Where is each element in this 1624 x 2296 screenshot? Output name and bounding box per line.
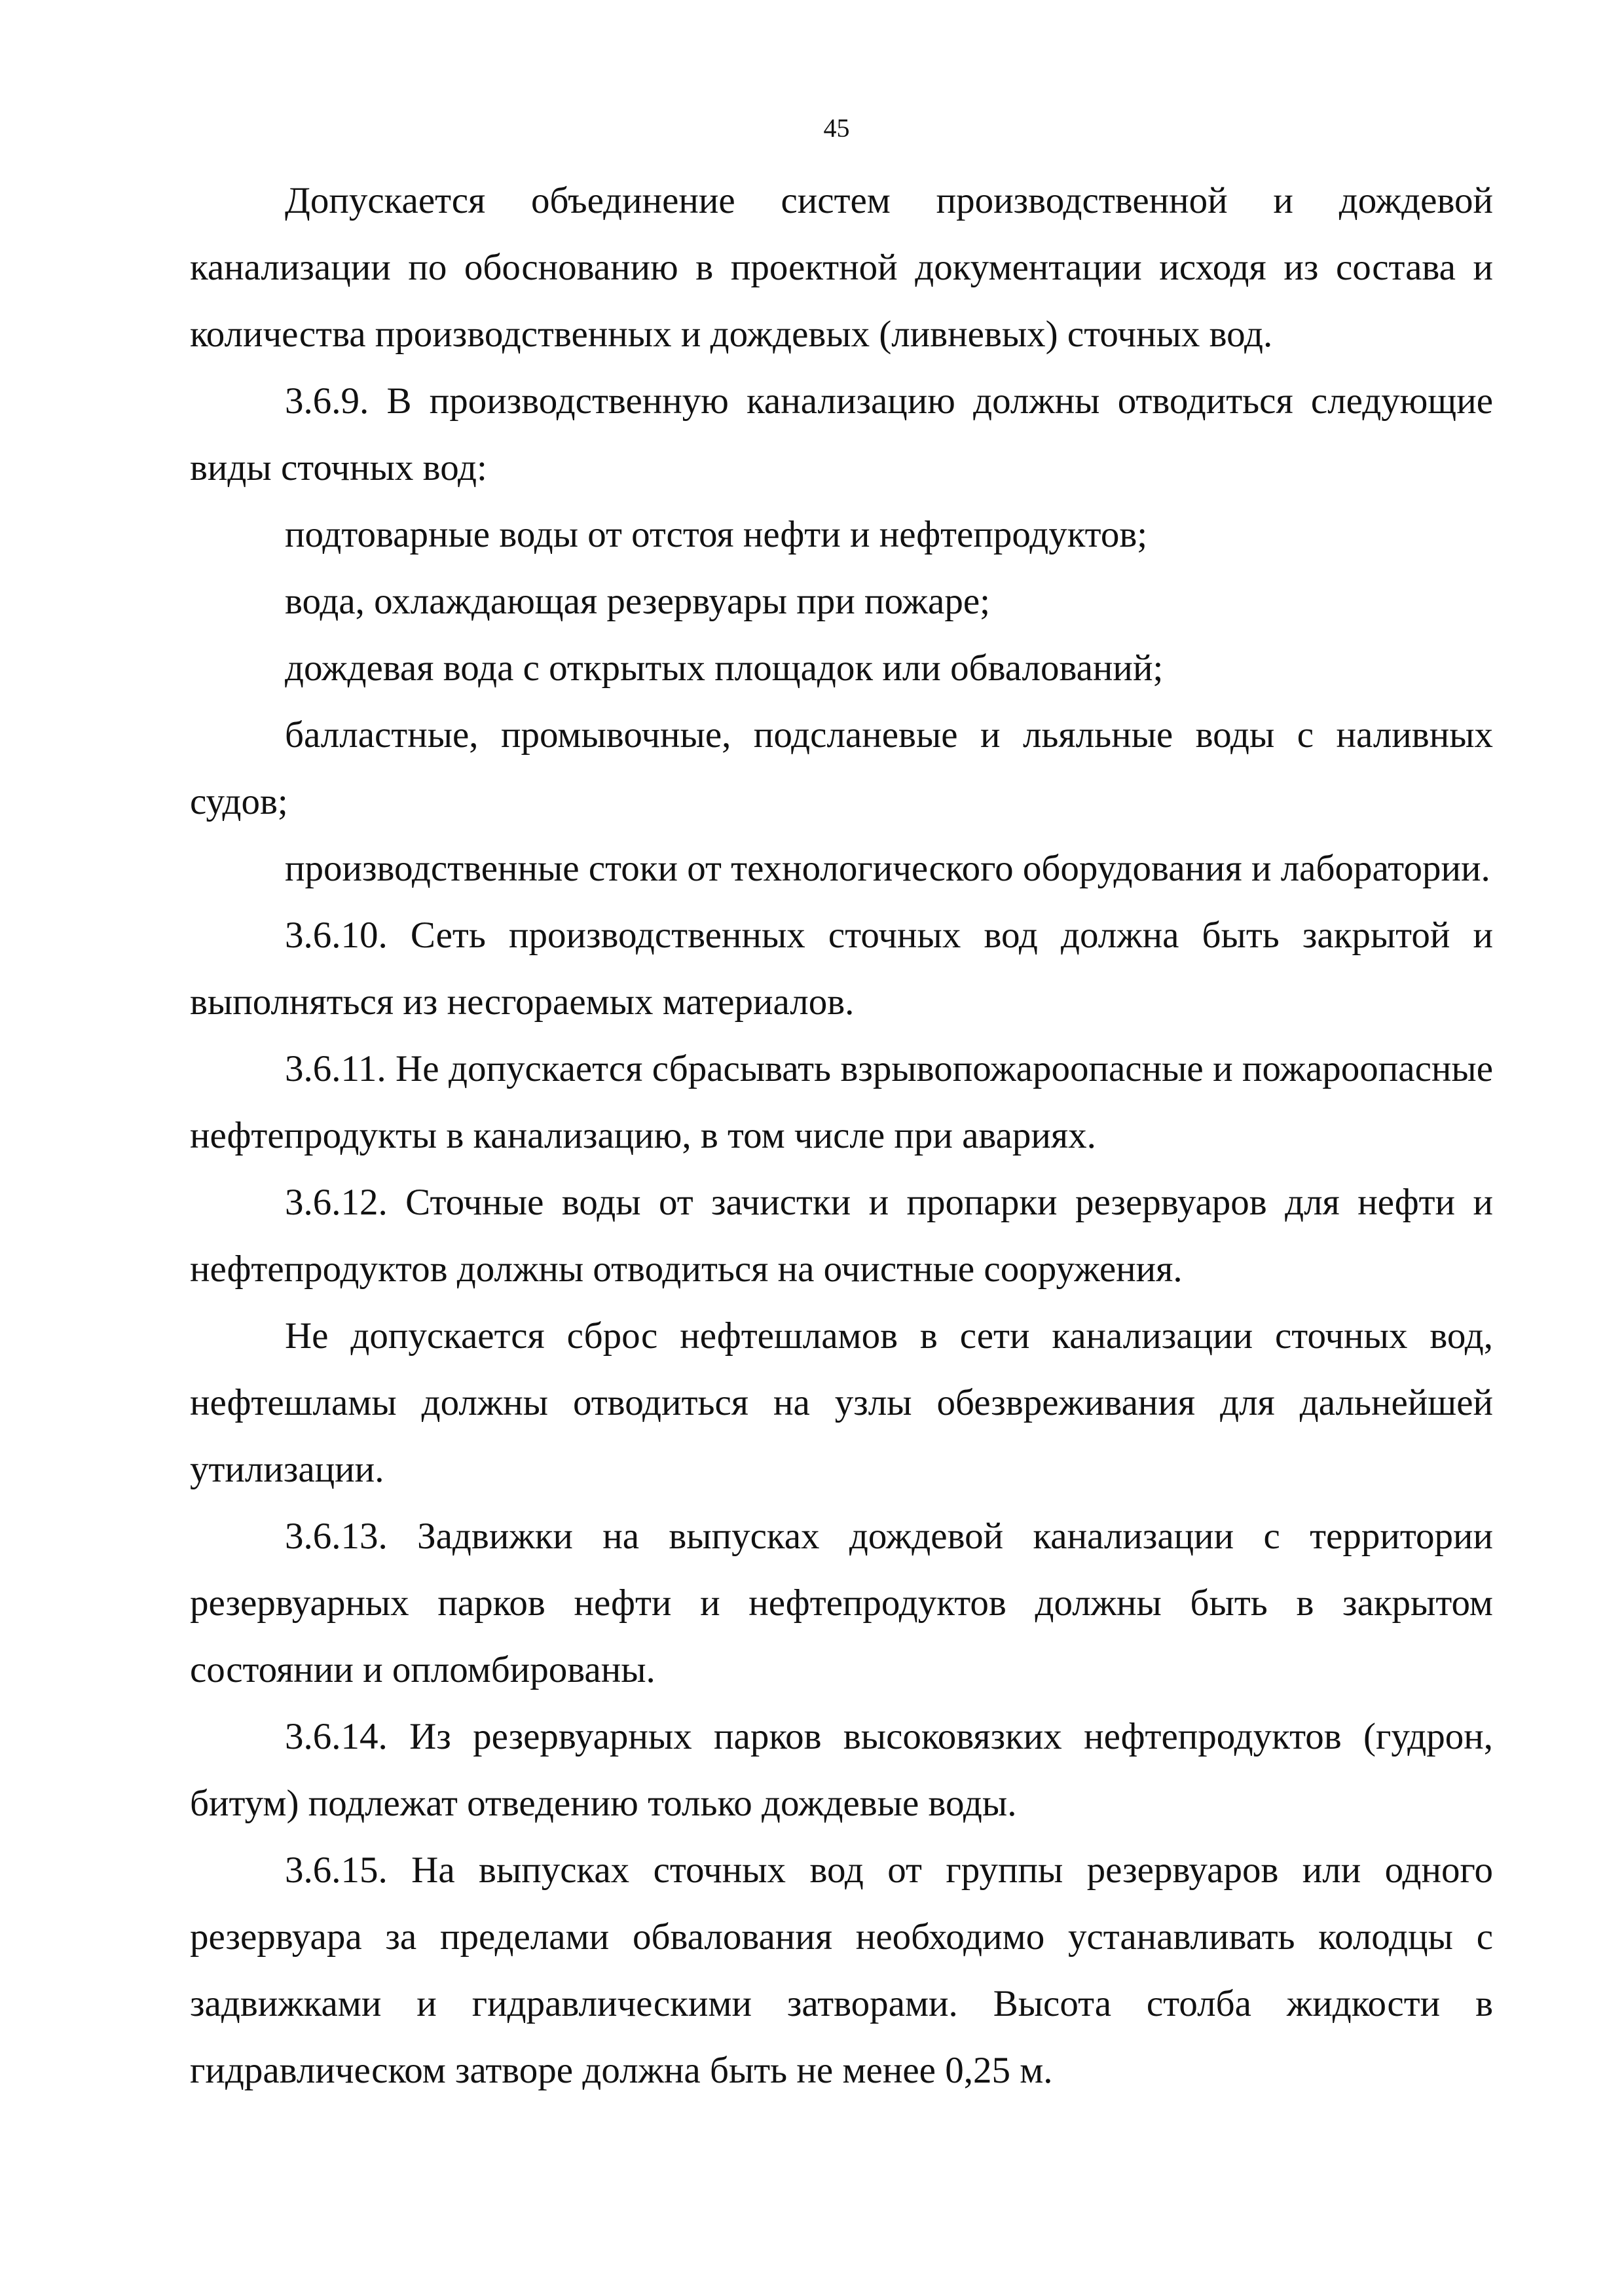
paragraph-3-6-14: 3.6.14. Из резервуарных парков высоковязких нефтепродуктов (гудрон, битум) подлежат отведению только дождевые воды. [190, 1716, 1493, 1824]
list-item-ship-water: балластные, промывочные, подсланевые и льяльные воды с наливных судов; [190, 714, 1493, 822]
document-body [190, 168, 1493, 2104]
paragraph-3-6-11: 3.6.11. Не допускается сбрасывать взрывопожароопасные и пожароопасные нефтепродукты в канализацию, в том числе при авариях. [190, 1048, 1493, 1156]
paragraph-sludge-discharge: Не допускается сброс нефтешламов в сети канализации сточных вод, нефтешламы должны отводиться на узлы обезвреживания для дальнейшей утилизации. [190, 1315, 1493, 1490]
list-item-production-runoff: производственные стоки от технологического оборудования и лаборатории. [285, 848, 1490, 889]
list-item-rain-water: дождевая вода с открытых площадок или обвалований; [285, 647, 1164, 689]
paragraph-3-6-13: 3.6.13. Задвижки на выпусках дождевой канализации с территории резервуарных парков нефти и нефтепродуктов должны быть в закрытом состоянии и опломбированы. [190, 1516, 1493, 1690]
paragraph-sewer-combination: Допускается объединение систем производственной и дождевой канализации по обоснованию в проектной документации исходя из состава и количества производственных и дождевых (ливневых) сточных вод. [190, 180, 1493, 355]
paragraph-3-6-12: 3.6.12. Сточные воды от зачистки и пропарки резервуаров для нефти и нефтепродуктов должны отводиться на очистные сооружения. [190, 1182, 1493, 1290]
page-number: 45 [823, 113, 850, 143]
list-item-cooling-water: вода, охлаждающая резервуары при пожаре; [285, 581, 990, 622]
paragraph-3-6-10: 3.6.10. Сеть производственных сточных вод должна быть закрытой и выполняться из несгораемых материалов. [190, 915, 1493, 1023]
paragraph-3-6-15: 3.6.15. На выпусках сточных вод от группы резервуаров или одного резервуара за пределами обвалования необходимо устанавливать колодцы с задвижками и гидравлическими затворами. Высота столба жидкости в гидравлическом затворе должна быть не менее 0,25 м. [190, 1850, 1493, 2091]
list-item-settled-water: подтоварные воды от отстоя нефти и нефтепродуктов; [285, 514, 1148, 555]
paragraph-3-6-9: 3.6.9. В производственную канализацию должны отводиться следующие виды сточных вод: [190, 380, 1493, 488]
